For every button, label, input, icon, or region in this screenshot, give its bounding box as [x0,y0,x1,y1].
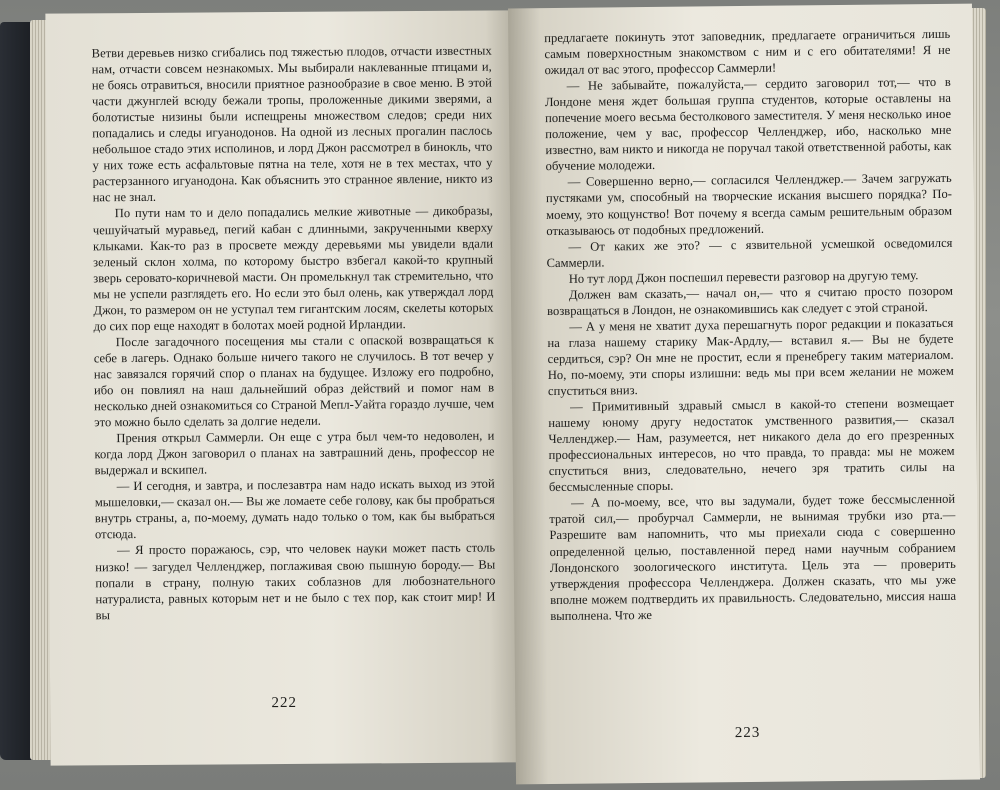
paragraph: После загадочного посещения мы стали с опаской возвращаться к себе в лагерь. Однако больше ничего такого не случилось. В тот вечер у нас завязался горячий спор о планах на будущее. Изложу его подробно, ибо он повлиял на наш дальнейший образ действий и помог нам в несколько дней ознакомиться со Страной Мепл-Уайта гораздо лучше, чем это можно было сделать за долгие недели. [93,332,495,430]
right-page [508,4,980,785]
paragraph: — Не забывайте, пожалуйста,— сердито заговорил тот,— что в Лондоне меня ждет большая группа студентов, которые оставлены на попечение моего весьма бестолкового заместителя. У меня несколько иное положение, чем у вас, профессор Челленджер, ибо, насколько мне известно, вам никто и никогда не поручал такой ответственной работы, как обучение молодежи. [544,74,952,174]
paragraph: Должен вам сказать,— начал он,— что я считаю просто позором возвращаться в Лондон, не ознакомившись как следует с этой страной. [547,283,954,318]
paragraph: — А у меня не хватит духа перешагнуть порог редакции и показаться на глаза нашему старику Мак-Ардлу,— вставил я.— Вы не будете сердиться, сэр? Он мне не простит, если я пренебрегу таким материалом. Но, по-моему, эти споры излишни: ведь мы при всем желании не можем спуститься вниз. [547,315,954,399]
paragraph: — Я просто поражаюсь, сэр, что человек науки может пасть столь низко! — загудел Челленджер, поглаживая свою пышную бороду.— Вы попали в страну, полную таких соблазнов для любознательного натуралиста, равных которым нет и не было с тех пор, как стоит мир! И вы [95,540,496,622]
paragraph: По пути нам то и дело попадались мелкие животные — дикобразы, чешуйчатый муравьед, пегий кабан с длинными, закрученными кверху клыками. Как-то раз в просвете между деревьями мы увидели вдали зеленый склон холма, по которому быстро взбегал какой-то крупный зверь серовато-коричневой масти. Он промелькнул так стремительно, что мы не успели разглядеть его. Но если это был олень, как утверждал лорд Джон, то размером он не уступал тем гигантским лосям, скелеты которых до сих пор еще находят в болотах моей родной Ирландии. [92,203,494,334]
right-page-text [544,26,956,624]
left-page-text [92,43,496,623]
paragraph: — Примитивный здравый смысл в какой-то степени возмещает нашему юному другу недостаток умственного развития,— сказал Челленджер.— Нам, разумеется, нет никакого дела до его презренных профессиональных интересов, но что правда, то правда: мы не можем спуститься вниз, следовательно, нечего зря тратить силы на бессмысленные споры. [548,395,955,495]
page-number: 222 [271,694,298,712]
paragraph: — А по-моему, все, что вы задумали, будет тоже бессмысленной тратой сил,— пробурчал Саммерли, не вынимая трубки изо рта.— Разрешите вам напомнить, что мы приехали сюда с совершенно определенной целью, поставленной перед нами научным собранием Лондонского зоологического института. Цель эта — проверить утверждения профессора Челленджера. Должен сказать, что мы уже вполне можем подтвердить их правильность. Следовательно, миссия наша выполнена. Что же [549,492,957,623]
left-page [45,10,518,765]
paragraph: Но тут лорд Джон поспешил перевести разговор на другую тему. [568,267,919,286]
paragraph: — И сегодня, и завтра, и послезавтра нам надо искать выход из этой мышеловки,— сказал он.— Вы же ломаете себе голову, как бы пробраться внутрь страны, а, по-моему, думать надо только о том, как бы выбраться отсюда. [94,476,495,542]
paragraph: Прения открыл Саммерли. Он еще с утра был чем-то недоволен, и когда лорд Джон заговорил о планах на завтрашний день, профессор не выдержал и вскипел. [94,428,495,478]
page-number: 223 [734,724,761,742]
paragraph: — От каких же это? — с язвительной усмешкой осведомился Саммерли. [546,235,953,270]
paragraph: — Совершенно верно,— согласился Челленджер.— Зачем загружать пустяками ум, способный на творческие искания высшего порядка? По-моему, это кощунство! Вот почему я всегда самым решительным образом отказываюсь от подобных предложений. [545,171,953,238]
paragraph: предлагаете покинуть этот заповедник, предлагаете ограничиться лишь самым поверхностным знакомством с ним и с его обитателями! Я не ожидал от вас этого, профессор Саммерли! [544,26,951,78]
paragraph: Ветви деревьев низко сгибались под тяжестью плодов, отчасти известных нам, отчасти совсем незнакомых. Мы выбирали наклеванные птицами и, не боясь отравиться, вносили приятное разнообразие в свое меню. В этой части джунглей всюду бежали тропы, проложенные дикими зверями, а болотистые низины были испещрены множеством следов; среди них попадались и следы игуанодонов. На одной из лесных прогалин паслось небольшое стадо этих исполинов, и лорд Джон рассмотрел в бинокль, что у них тоже есть асфальтовые пятна на теле, хотя не в тех местах, что у растерзанного игуанодона. Как объяснить это странное явление, никто из нас не знал. [91,43,493,205]
